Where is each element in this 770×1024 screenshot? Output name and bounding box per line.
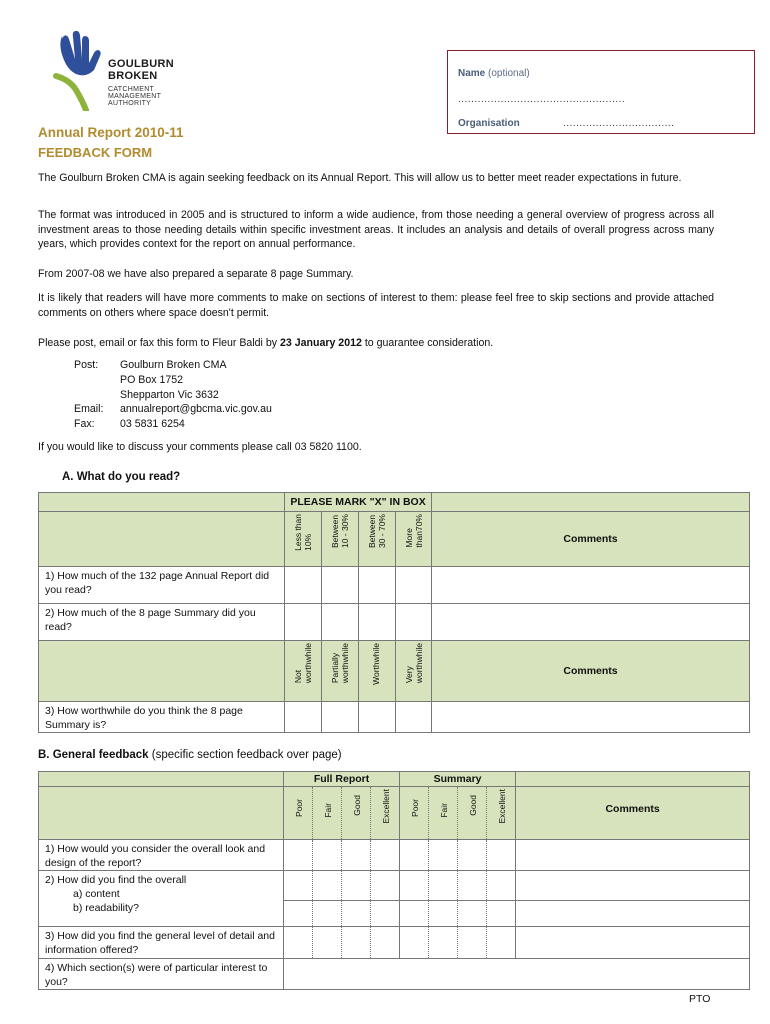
- answer-box[interactable]: [458, 901, 487, 927]
- question-a1: 1) How much of the 132 page Annual Report did you read?: [39, 567, 285, 604]
- post-line-1: Goulburn Broken CMA: [120, 359, 227, 371]
- question-a3: 3) How worthwhile do you think the 8 page Summary is?: [39, 702, 285, 733]
- fax-label: Fax:: [74, 418, 95, 430]
- answer-box[interactable]: [371, 840, 400, 871]
- answer-box[interactable]: [342, 901, 371, 927]
- intro-paragraph-4: It is likely that readers will have more comments to make on sections of interest to them: please feel free to skip sections and provide attached comments on others where space doesn't permit.: [38, 292, 714, 319]
- answer-box[interactable]: [284, 840, 313, 871]
- answer-box[interactable]: [487, 840, 516, 871]
- logo-sub-3: AUTHORITY: [108, 100, 152, 107]
- col-partially-worthwhile: Partially worthwhile: [330, 643, 350, 684]
- comments-field[interactable]: [432, 604, 750, 641]
- comments-field[interactable]: [432, 702, 750, 733]
- logo-sub-1: CATCHMENT: [108, 86, 155, 93]
- answer-box[interactable]: [429, 840, 458, 871]
- page-subtitle: FEEDBACK FORM: [38, 145, 153, 160]
- answer-box[interactable]: [371, 871, 400, 901]
- answer-box[interactable]: [359, 604, 396, 641]
- answer-box[interactable]: [400, 840, 429, 871]
- col-very-worthwhile: Very worthwhile: [404, 643, 424, 684]
- answer-box[interactable]: [322, 702, 359, 733]
- answer-box[interactable]: [313, 901, 342, 927]
- answer-box[interactable]: [359, 567, 396, 604]
- hand-logo-icon: [50, 26, 110, 111]
- answer-box[interactable]: [313, 871, 342, 901]
- section-b-table: [38, 771, 750, 990]
- answer-box[interactable]: [400, 871, 429, 901]
- intro-paragraph-2: The format was introduced in 2005 and is structured to inform a wide audience, from those needing a general overview of progress across all investment areas to those needing details within specific investment areas. It includes an analysis and details of overall progress across many years, which provides context for the report on annual performance.: [38, 209, 714, 250]
- answer-box[interactable]: [284, 901, 313, 927]
- comments-field[interactable]: [516, 901, 750, 927]
- name-label: Name (optional): [458, 68, 530, 79]
- answer-box[interactable]: [458, 840, 487, 871]
- post-label: Post:: [74, 359, 99, 371]
- mark-x-header: PLEASE MARK "X" IN BOX: [285, 493, 432, 512]
- organisation-field[interactable]: ..................................: [563, 118, 675, 129]
- answer-box[interactable]: [342, 927, 371, 959]
- discuss-text: If you would like to discuss your comments please call 03 5820 1100.: [38, 441, 362, 453]
- comments-header: Comments: [516, 787, 750, 840]
- comments-header: Comments: [432, 512, 750, 567]
- answer-box[interactable]: [285, 567, 322, 604]
- answer-box[interactable]: [313, 927, 342, 959]
- answer-box[interactable]: [396, 702, 432, 733]
- question-b3: 3) How did you find the general level of detail and information offered?: [39, 927, 284, 959]
- answer-box[interactable]: [458, 871, 487, 901]
- sections-of-interest-field[interactable]: [284, 959, 750, 990]
- section-a-heading: A. What do you read?: [62, 471, 181, 483]
- answer-box[interactable]: [458, 927, 487, 959]
- intro-paragraph-3: From 2007-08 we have also prepared a separate 8 page Summary.: [38, 268, 354, 280]
- col-not-worthwhile: Not worthwhile: [293, 643, 313, 684]
- gbcma-logo: [50, 26, 200, 116]
- question-a2: 2) How much of the 8 page Summary did you read?: [39, 604, 285, 641]
- organisation-label: Organisation: [458, 118, 520, 129]
- comments-field[interactable]: [516, 871, 750, 901]
- rating-good: Good: [468, 795, 479, 816]
- comments-field[interactable]: [516, 840, 750, 871]
- email-label: Email:: [74, 403, 104, 415]
- col-worthwhile: Worthwhile: [371, 643, 381, 685]
- rating-good: Good: [352, 795, 362, 816]
- question-b2: 2) How did you find the overall a) content b) readability?: [39, 871, 284, 927]
- answer-box[interactable]: [342, 871, 371, 901]
- answer-box[interactable]: [429, 927, 458, 959]
- answer-box[interactable]: [371, 901, 400, 927]
- logo-word-1: GOULBURN: [108, 58, 174, 70]
- rating-fair: Fair: [439, 803, 450, 818]
- answer-box[interactable]: [487, 871, 516, 901]
- rating-fair: Fair: [323, 803, 333, 818]
- rating-poor: Poor: [410, 799, 421, 817]
- post-line-2: PO Box 1752: [120, 374, 184, 386]
- question-b1: 1) How would you consider the overall look and design of the report?: [39, 840, 284, 871]
- col-more-than-70: More than70%: [404, 514, 424, 548]
- answer-box[interactable]: [400, 901, 429, 927]
- section-b-heading: B. General feedback (specific section feedback over page): [38, 749, 342, 761]
- rating-excellent: Excellent: [497, 789, 508, 824]
- answer-box[interactable]: [285, 604, 322, 641]
- answer-box[interactable]: [396, 604, 432, 641]
- col-10-30: Between 10 - 30%: [330, 514, 350, 549]
- pto-footer: PTO: [689, 993, 711, 1005]
- answer-box[interactable]: [371, 927, 400, 959]
- answer-box[interactable]: [487, 927, 516, 959]
- comments-field[interactable]: [516, 927, 750, 959]
- comments-field[interactable]: [432, 567, 750, 604]
- section-a-table: [38, 492, 750, 733]
- fax-number: 03 5831 6254: [120, 418, 185, 430]
- email-address[interactable]: annualreport@gbcma.vic.gov.au: [120, 403, 272, 415]
- answer-box[interactable]: [359, 702, 396, 733]
- answer-box[interactable]: [284, 927, 313, 959]
- col-30-70: Between 30 - 70%: [367, 514, 387, 549]
- answer-box[interactable]: [429, 901, 458, 927]
- question-b4: 4) Which section(s) were of particular interest to you?: [39, 959, 284, 990]
- answer-box[interactable]: [313, 840, 342, 871]
- answer-box[interactable]: [284, 871, 313, 901]
- logo-sub-2: MANAGEMENT: [108, 93, 162, 100]
- answer-box[interactable]: [322, 567, 359, 604]
- answer-box[interactable]: [487, 901, 516, 927]
- page-title: Annual Report 2010-11: [38, 125, 184, 140]
- answer-box[interactable]: [400, 927, 429, 959]
- logo-word-2: BROKEN: [108, 70, 158, 82]
- intro-paragraph-5: Please post, email or fax this form to Fleur Baldi by 23 January 2012 to guarantee consideration.: [38, 337, 494, 349]
- intro-paragraph-1: The Goulburn Broken CMA is again seeking feedback on its Annual Report. This will allow us to better meet reader expectations in future.: [38, 172, 682, 184]
- comments-header: Comments: [432, 641, 750, 702]
- answer-box[interactable]: [396, 567, 432, 604]
- post-line-3: Shepparton Vic 3632: [120, 389, 219, 401]
- name-field[interactable]: ...................................................: [458, 94, 626, 105]
- contact-box: [447, 50, 755, 134]
- answer-box[interactable]: [285, 702, 322, 733]
- answer-box[interactable]: [429, 871, 458, 901]
- answer-box[interactable]: [342, 840, 371, 871]
- answer-box[interactable]: [322, 604, 359, 641]
- rating-poor: Poor: [294, 799, 304, 817]
- full-report-header: Full Report: [284, 772, 400, 787]
- rating-excellent: Excellent: [381, 789, 391, 824]
- col-less-than-10: Less than 10%: [293, 514, 313, 551]
- summary-header: Summary: [400, 772, 516, 787]
